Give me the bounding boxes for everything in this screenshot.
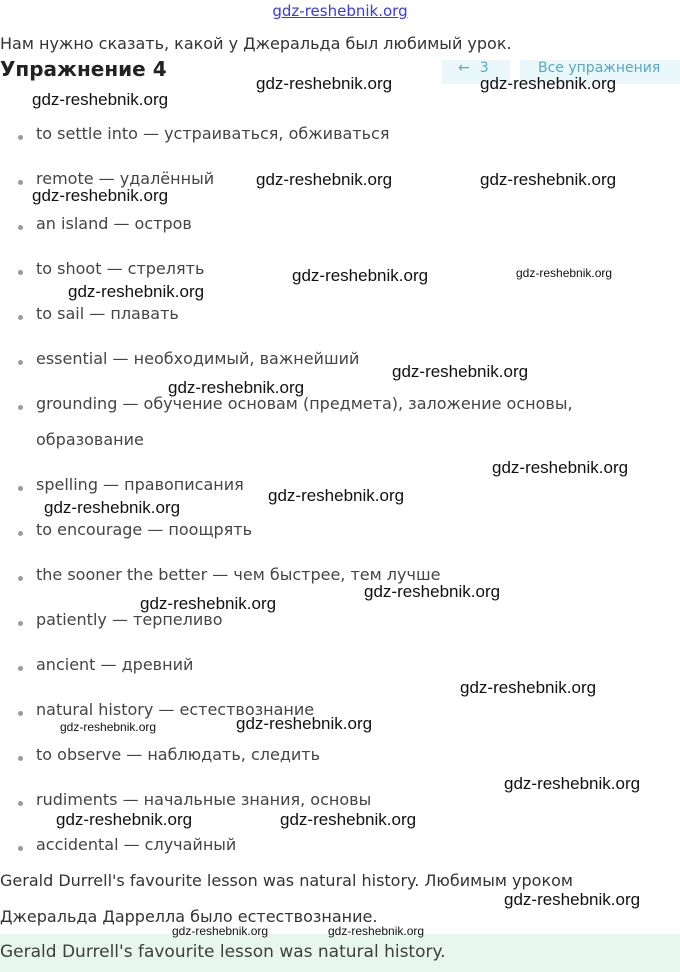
watermark-text: gdz-reshebnik.org <box>492 458 629 477</box>
bullet-icon <box>18 405 23 410</box>
vocab-item: the sooner the better — чем быстрее, тем лучше <box>36 565 441 584</box>
site-header-link[interactable]: gdz-reshebnik.org <box>272 2 408 20</box>
paragraph-line-2: Джеральда Даррелла было естествознание. <box>0 907 378 926</box>
watermark-text: gdz-reshebnik.org <box>56 810 193 829</box>
vocab-item: to encourage — поощрять <box>36 520 253 539</box>
paragraph-line-1: Gerald Durrell's favourite lesson was natural history. Любимым уроком <box>0 871 573 890</box>
bullet-icon <box>18 225 23 230</box>
bullet-icon <box>18 180 23 185</box>
bullet-icon <box>18 486 23 491</box>
watermark-text: gdz-reshebnik.org <box>504 890 641 909</box>
bullet-icon <box>18 135 23 140</box>
vocab-item: grounding — обучение основам (предмета), заложение основы, <box>36 394 573 413</box>
vocab-item: patiently — терпеливо <box>36 610 223 629</box>
watermark-text: gdz-reshebnik.org <box>364 582 501 601</box>
vocab-item: an island — остров <box>36 214 192 233</box>
vocab-item: accidental — случайный <box>36 835 237 854</box>
watermark-text: gdz-reshebnik.org <box>60 720 157 734</box>
bullet-icon <box>18 711 23 716</box>
bullet-icon <box>18 801 23 806</box>
bullet-icon <box>18 360 23 365</box>
vocab-item: to observe — наблюдать, следить <box>36 745 321 764</box>
watermark-text: gdz-reshebnik.org <box>68 282 205 301</box>
watermark-text: gdz-reshebnik.org <box>392 362 529 381</box>
bullet-icon <box>18 270 23 275</box>
intro-text: Нам нужно сказать, какой у Джеральда был любимый урок. <box>0 34 512 53</box>
bullet-icon <box>18 621 23 626</box>
watermark-text: gdz-reshebnik.org <box>460 678 597 697</box>
all-exercises-button[interactable]: Все упражнения <box>520 60 680 84</box>
vocab-item: essential — необходимый, важнейший <box>36 349 360 368</box>
vocab-item: to settle into — устраиваться, обживаться <box>36 124 390 143</box>
vocab-item-continuation: образование <box>36 430 144 449</box>
watermark-text: gdz-reshebnik.org <box>32 90 169 109</box>
watermark-text: gdz-reshebnik.org <box>292 266 429 285</box>
watermark-text: gdz-reshebnik.org <box>328 924 425 938</box>
watermark-text: gdz-reshebnik.org <box>168 378 305 397</box>
watermark-text: gdz-reshebnik.org <box>32 186 169 205</box>
vocab-item: remote — удалённый <box>36 169 215 188</box>
bullet-icon <box>18 531 23 536</box>
vocab-item: rudiments — начальные знания, основы <box>36 790 372 809</box>
watermark-text: gdz-reshebnik.org <box>480 170 617 189</box>
watermark-text: gdz-reshebnik.org <box>280 810 417 829</box>
watermark-text: gdz-reshebnik.org <box>504 774 641 793</box>
bullet-icon <box>18 576 23 581</box>
watermark-text: gdz-reshebnik.org <box>268 486 405 505</box>
vocab-item: spelling — правописания <box>36 475 244 494</box>
watermark-text: gdz-reshebnik.org <box>172 924 269 938</box>
vocab-item: natural history — естествознание <box>36 700 315 719</box>
vocab-item: to sail — плавать <box>36 304 179 323</box>
prev-exercise-label: 3 <box>479 60 489 76</box>
watermark-text: gdz-reshebnik.org <box>256 170 393 189</box>
exercise-title: Упражнение 4 <box>0 57 167 81</box>
bullet-icon <box>18 846 23 851</box>
vocab-item: to shoot — стрелять <box>36 259 205 278</box>
watermark-text: gdz-reshebnik.org <box>140 594 277 613</box>
watermark-text: gdz-reshebnik.org <box>480 74 617 93</box>
arrow-left-icon: ← <box>458 60 470 76</box>
watermark-text: gdz-reshebnik.org <box>236 714 373 733</box>
watermark-text: gdz-reshebnik.org <box>44 498 181 517</box>
vocab-item: ancient — древний <box>36 655 194 674</box>
watermark-text: gdz-reshebnik.org <box>256 74 393 93</box>
answer-text: Gerald Durrell's favourite lesson was natural history. <box>0 942 446 962</box>
bullet-icon <box>18 666 23 671</box>
bullet-icon <box>18 756 23 761</box>
bullet-icon <box>18 315 23 320</box>
watermark-text: gdz-reshebnik.org <box>516 266 613 280</box>
